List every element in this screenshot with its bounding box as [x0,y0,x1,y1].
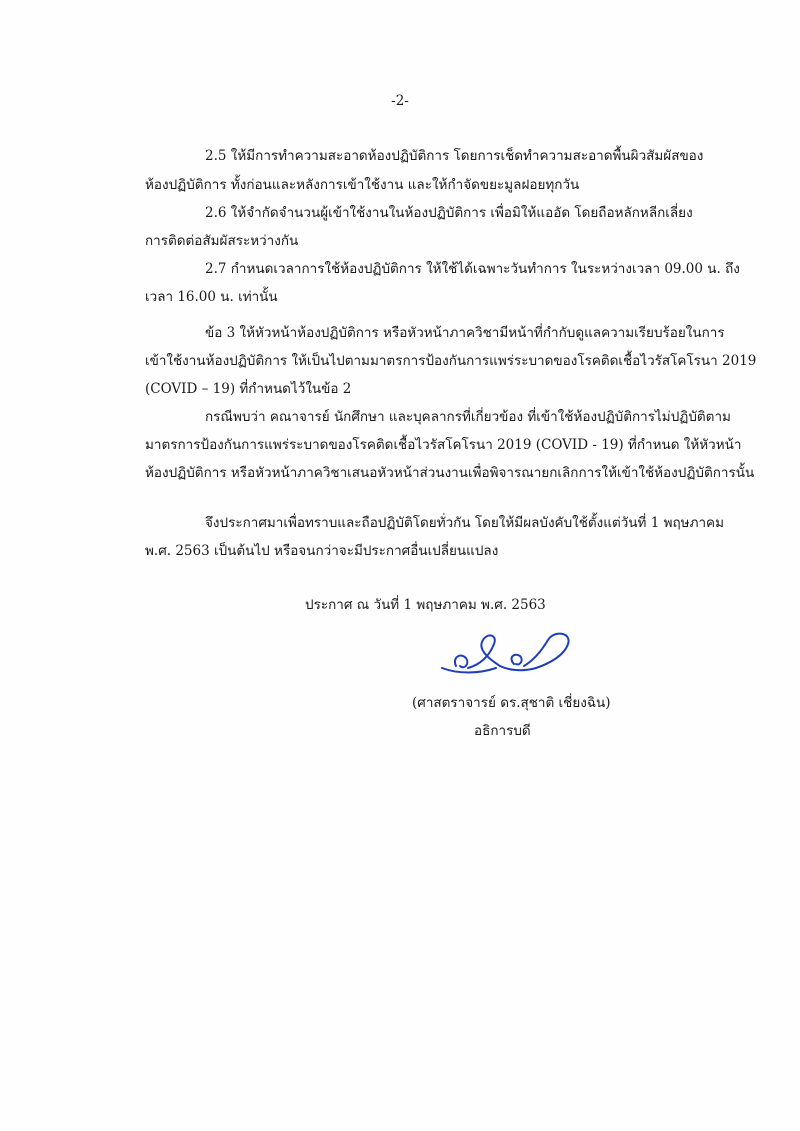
clause-3-line-3: (COVID – 19) ที่กำหนดไว้ในข้อ 2 [145,381,352,397]
clause-3-case-line-1: กรณีพบว่า คณาจารย์ นักศึกษา และบุคลากรที่เกี่ยวข้อง ที่เข้าใช้ห้องปฏิบัติการไม่ปฏิบัติตาม [205,409,731,425]
signature-image [438,628,578,680]
signer-title: อธิการบดี [474,723,531,739]
clause-2-7-line-1: 2.7 กำหนดเวลาการใช้ห้องปฏิบัติการ ให้ใช้ได้เฉพาะวันทำการ ในระหว่างเวลา 09.00 น. ถึง [205,261,740,277]
clause-3-case-line-2: มาตรการป้องกันการแพร่ระบาดของโรคติดเชื้อไวรัสโคโรนา 2019 (COVID - 19) ที่กำหนด ให้หัวหน้า [145,437,742,453]
announcement-line-2: พ.ศ. 2563 เป็นต้นไป หรือจนกว่าจะมีประกาศอื่นเปลี่ยนแปลง [145,543,499,559]
clause-3-line-2: เข้าใช้งานห้องปฏิบัติการ ให้เป็นไปตามมาตรการป้องกันการแพร่ระบาดของโรคติดเชื้อไวรัสโคโรนา 2019 [145,353,757,369]
clause-2-7-line-2: เวลา 16.00 น. เท่านั้น [145,289,278,305]
clause-2-6-line-1: 2.6 ให้จำกัดจำนวนผู้เข้าใช้งานในห้องปฏิบัติการ เพื่อมิให้แออัด โดยถือหลักหลีกเลี่ยง [205,205,693,221]
announcement-date: ประกาศ ณ วันที่ 1 พฤษภาคม พ.ศ. 2563 [305,597,546,613]
announcement-line-1: จึงประกาศมาเพื่อทราบและถือปฏิบัติโดยทั่วกัน โดยให้มีผลบังคับใช้ตั้งแต่วันที่ 1 พฤษภาคม [205,515,724,531]
page-number: -2- [391,93,409,109]
clause-3-line-1: ข้อ 3 ให้หัวหน้าห้องปฏิบัติการ หรือหัวหน้าภาควิชามีหน้าที่กำกับดูแลความเรียบร้อยในการ [205,325,725,341]
clause-2-5-line-1: 2.5 ให้มีการทำความสะอาดห้องปฏิบัติการ โดยการเช็ดทำความสะอาดพื้นผิวสัมผัสของ [205,148,704,164]
clause-2-6-line-2: การติดต่อสัมผัสระหว่างกัน [145,233,299,249]
clause-2-5-line-2: ห้องปฏิบัติการ ทั้งก่อนและหลังการเข้าใช้งาน และให้กำจัดขยะมูลฝอยทุกวัน [145,177,580,193]
signer-name: (ศาสตราจารย์ ดร.สุชาติ เชี่ยงฉิน) [412,695,611,711]
clause-3-case-line-3: ห้องปฏิบัติการ หรือหัวหน้าภาควิชาเสนอหัวหน้าส่วนงานเพื่อพิจารณายกเลิกการให้เข้าใช้ห้องปฏิบัติการนั้น [145,465,755,481]
